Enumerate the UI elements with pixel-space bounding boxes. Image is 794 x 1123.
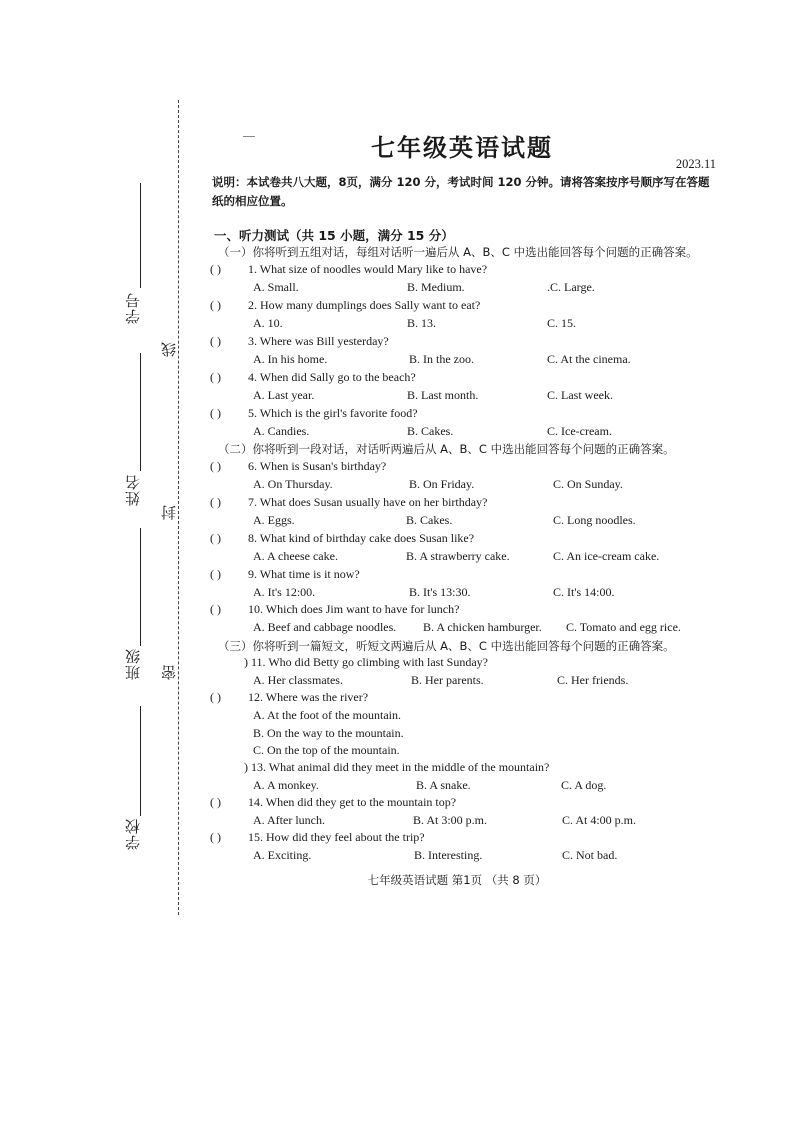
- student-id-label: 学号: [124, 292, 142, 324]
- answer-blank[interactable]: ( ): [210, 567, 221, 581]
- option-c: C. Tomato and egg rice.: [566, 620, 681, 634]
- option-a: A. Her classmates.: [253, 673, 343, 687]
- option-b: B. A chicken hamburger.: [423, 620, 542, 634]
- option-b: B. At 3:00 p.m.: [413, 813, 488, 827]
- option-a: A. A cheese cake.: [253, 549, 338, 563]
- question-row: [210, 406, 418, 421]
- question-row: [210, 795, 456, 810]
- option-c: C. At the cinema.: [547, 352, 631, 366]
- question-text: 6. When is Susan's birthday?: [248, 459, 387, 473]
- question-text: 15. How did they feel about the trip?: [248, 830, 425, 844]
- answer-blank[interactable]: ( ): [210, 370, 221, 384]
- answer-blank[interactable]: ( ): [210, 690, 221, 704]
- option-b: B. Last month.: [407, 388, 479, 402]
- option-c: C. On Sunday.: [553, 477, 623, 491]
- answer-blank[interactable]: ( ): [210, 795, 221, 809]
- question-row: [210, 655, 488, 670]
- option-a: A. Small.: [253, 280, 299, 294]
- option-b: B. On the way to the mountain.: [253, 725, 404, 740]
- option-c: C. Long noodles.: [553, 513, 636, 527]
- option-a: A. After lunch.: [253, 813, 325, 827]
- seal-line-char: 线: [160, 342, 178, 357]
- question-row: [210, 602, 459, 617]
- question-row: [210, 298, 480, 313]
- answer-blank[interactable]: ( ): [210, 495, 221, 509]
- option-a: A. At the foot of the mountain.: [253, 708, 401, 722]
- exam-date: 2023.11: [675, 157, 716, 171]
- option-b: B. A strawberry cake.: [406, 549, 510, 563]
- answer-blank[interactable]: ( ): [210, 459, 221, 473]
- option-c: C. It's 14:00.: [553, 585, 615, 599]
- question-row: [210, 370, 416, 385]
- instructions: 说明：本试卷共八大题，8页，满分 120 分，考试时间 120 分钟。请将答案按序号顺序写在答题纸的相应位置。: [212, 175, 710, 208]
- option-c: C. On the top of the mountain.: [253, 743, 400, 757]
- question-text: ) 13. What animal did they meet in the middle of the mountain?: [244, 760, 550, 774]
- answer-blank[interactable]: ( ): [210, 262, 221, 276]
- option-b: B. On Friday.: [409, 477, 475, 491]
- answer-blank[interactable]: ( ): [210, 298, 221, 312]
- section-title-listening: 一、听力测试（共 15 小题，满分 15 分）: [214, 228, 454, 243]
- question-text: 7. What does Susan usually have on her birthday?: [248, 495, 488, 509]
- option-c: .C. Large.: [547, 280, 595, 294]
- option-c: C. Not bad.: [562, 848, 618, 862]
- part-instruction-1: （一）你将听到五组对话，每组对话听一遍后从 A、B、C 中选出能回答每个问题的正确答案。: [218, 245, 698, 259]
- question-text: 10. Which does Jim want to have for lunch?: [248, 602, 460, 616]
- option-b: B. A snake.: [416, 778, 471, 792]
- option-a: A. 10.: [253, 316, 283, 330]
- question-text: 8. What kind of birthday cake does Susan like?: [248, 531, 475, 545]
- answer-blank[interactable]: ( ): [210, 334, 221, 348]
- option-a: A. Eggs.: [253, 513, 295, 527]
- option-c: C. Ice-cream.: [547, 424, 612, 438]
- answer-blank[interactable]: ( ): [210, 406, 221, 420]
- option-c: C. A dog.: [561, 778, 607, 792]
- question-row: [210, 690, 368, 705]
- question-text: 4. When did Sally go to the beach?: [248, 370, 416, 384]
- question-row: [210, 531, 474, 546]
- option-b: B. It's 13:30.: [409, 585, 471, 599]
- option-a: A. A monkey.: [253, 778, 319, 792]
- name-blank: [140, 353, 141, 471]
- option-a: A. Candies.: [253, 424, 310, 438]
- answer-blank[interactable]: ( ): [210, 602, 221, 616]
- class-label: 班级: [124, 648, 142, 680]
- question-row: [210, 830, 425, 845]
- student-id-blank: [140, 183, 141, 288]
- option-a: A. On Thursday.: [253, 477, 333, 491]
- seal-secret-char: 密: [160, 665, 178, 680]
- option-b: B. Medium.: [407, 280, 465, 294]
- option-c: C. An ice-cream cake.: [553, 549, 660, 563]
- question-text: 5. Which is the girl's favorite food?: [248, 406, 418, 420]
- option-b: B. Interesting.: [414, 848, 483, 862]
- option-b: B. Her parents.: [411, 673, 484, 687]
- option-a: A. It's 12:00.: [253, 585, 316, 599]
- option-a: A. Exciting.: [253, 848, 312, 862]
- option-c: C. Her friends.: [557, 673, 629, 687]
- page-footer: 七年级英语试题 第1页 （共 8 页）: [367, 873, 547, 887]
- option-b: B. 13.: [407, 316, 437, 330]
- option-c: C. At 4:00 p.m.: [562, 813, 637, 827]
- question-text: 1. What size of noodles would Mary like to have?: [248, 262, 488, 276]
- school-label: 学校: [124, 818, 142, 850]
- option-b: B. Cakes.: [406, 513, 453, 527]
- question-text: 2. How many dumplings does Sally want to eat?: [248, 298, 481, 312]
- question-row: [210, 459, 386, 474]
- option-b: B. Cakes.: [407, 424, 454, 438]
- option-a: A. In his home.: [253, 352, 328, 366]
- part-instruction-2: （二）你将听到一段对话，对话听两遍后从 A、B、C 中选出能回答每个问题的正确答案。: [218, 442, 675, 456]
- seal-seal-char: 封: [160, 505, 178, 520]
- part-instruction-3: （三）你将听到一篇短文，听短文两遍后从 A、B、C 中选出能回答每个问题的正确答案。: [218, 639, 675, 653]
- exam-title: 七年级英语试题: [371, 134, 553, 162]
- question-text: ) 11. Who did Betty go climbing with last Sunday?: [244, 655, 488, 669]
- question-text: 14. When did they get to the mountain top?: [248, 795, 457, 809]
- question-text: 3. Where was Bill yesterday?: [248, 334, 389, 348]
- class-blank: [140, 528, 141, 646]
- option-c: C. 15.: [547, 316, 577, 330]
- answer-blank[interactable]: ( ): [210, 830, 221, 844]
- question-row: [210, 760, 549, 775]
- option-a: A. Last year.: [253, 388, 315, 402]
- option-c: C. Last week.: [547, 388, 613, 402]
- question-row: [210, 334, 389, 349]
- question-text: 9. What time is it now?: [248, 567, 360, 581]
- school-blank: [140, 706, 141, 816]
- option-b: B. In the zoo.: [409, 352, 474, 366]
- question-row: [210, 262, 487, 277]
- question-row: [210, 567, 360, 582]
- question-row: [210, 495, 487, 510]
- question-text: 12. Where was the river?: [248, 690, 369, 704]
- option-a: A. Beef and cabbage noodles.: [253, 620, 397, 634]
- name-label: 姓名: [124, 474, 142, 506]
- answer-blank[interactable]: ( ): [210, 531, 221, 545]
